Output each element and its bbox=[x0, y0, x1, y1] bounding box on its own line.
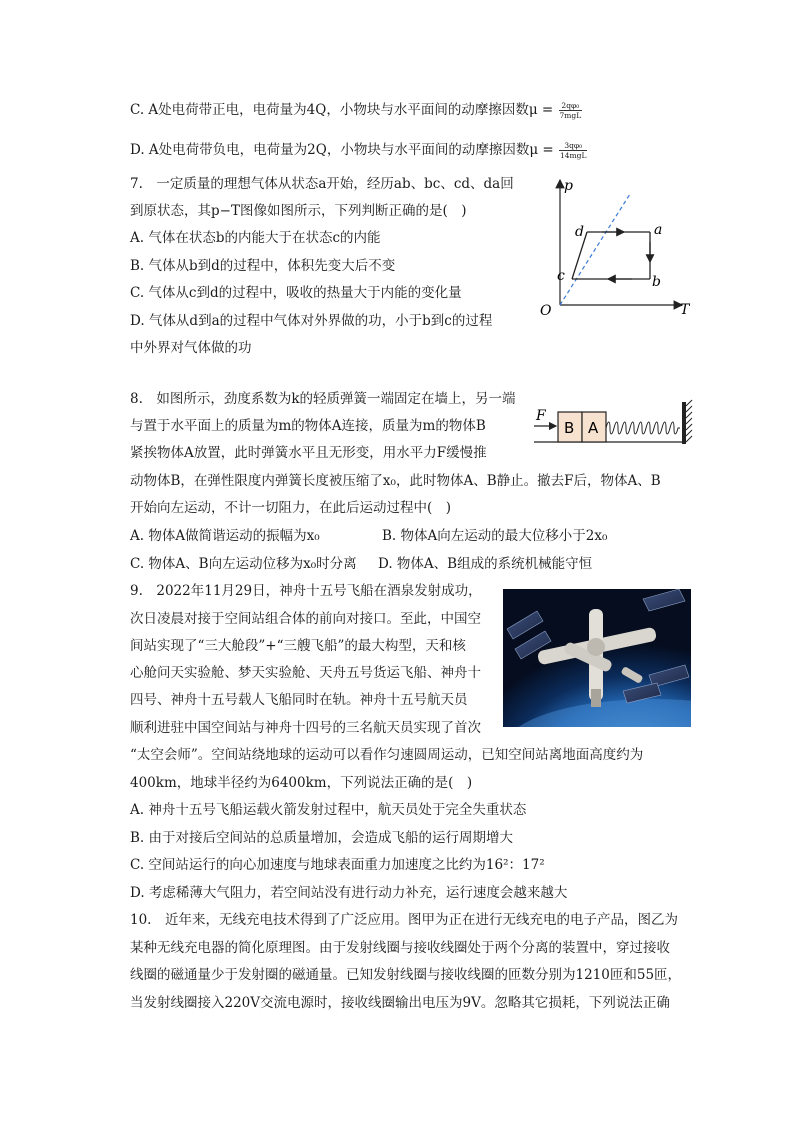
q6-option-c bbox=[130, 100, 582, 120]
q8-option-b: B. 物体A向左运动的最大位移小于2x₀ bbox=[382, 528, 608, 544]
q9-stem-line-2: 次日凌晨对接于空间站组合体的前向对接口。至此，中国空 bbox=[130, 611, 481, 627]
q9-option-c: C. 空间站运行的向心加速度与地球表面重力加速度之比约为16²：17² bbox=[130, 857, 545, 873]
q8-spring-diagram bbox=[532, 398, 696, 448]
fraction-denominator: 14mgL bbox=[560, 151, 587, 160]
q8-stem-line-4: 动物体B，在弹性限度内弹簧长度被压缩了x₀，此时物体A、B静止。撤去F后，物体A、B bbox=[130, 473, 661, 489]
q8-option-c: C. 物体A、B向左运动位移为x₀时分离 bbox=[130, 556, 357, 572]
q6-option-c-text: C. A处电荷带正电，电荷量为4Q，小物块与水平面间的动摩擦因数μ = bbox=[130, 102, 554, 118]
q9-option-a: A. 神舟十五号飞船运载火箭发射过程中，航天员处于完全失重状态 bbox=[130, 802, 527, 818]
q9-option-b: B. 由于对接后空间站的总质量增加，会造成飞船的运行周期增大 bbox=[130, 830, 514, 846]
point-label-c: c bbox=[557, 268, 565, 284]
force-label: F bbox=[536, 408, 546, 424]
q10-stem-line-2: 某种无线充电器的简化原理图。由于发射线圈与接收线圈处于两个分离的装置中，穿过接收 bbox=[130, 940, 670, 956]
point-label-a: a bbox=[654, 222, 663, 238]
q7-stem-line-2: 到原状态，其p−T图像如图所示，下列判断正确的是( ) bbox=[130, 203, 467, 219]
q7-stem-line-1: 7. 一定质量的理想气体从状态a开始，经历ab、bc、cd、da回 bbox=[130, 176, 514, 192]
wall bbox=[682, 402, 686, 444]
isochore-dashed-line bbox=[560, 194, 630, 305]
space-station-image bbox=[503, 589, 691, 727]
fraction-numerator: 3qφ₀ bbox=[559, 141, 587, 151]
q9-stem-line-4: 心舱问天实验舱、梦天实验舱、天舟五号货运飞船、神舟十 bbox=[130, 665, 481, 681]
q10-stem-line-1: 10. 近年来，无线充电技术得到了广泛应用。图甲为正在进行无线充电的电子产品，图乙为 bbox=[130, 912, 678, 928]
q6-option-d-text: D. A处电荷带负电，电荷量为2Q，小物块与水平面间的动摩擦因数μ = bbox=[130, 142, 554, 158]
q6-option-d-fraction bbox=[559, 141, 587, 160]
q9-stem-line-6: 顺利进驻中国空间站与神舟十四号的三名航天员实现了首次 bbox=[130, 720, 481, 736]
wall-hatching bbox=[686, 400, 692, 442]
q9-option-d: D. 考虑稀薄大气阻力，若空间站没有进行动力补充，运行速度会越来越大 bbox=[130, 885, 568, 901]
q9-stem-line-5: 四号、神舟十五号载人飞船同时在轨。神舟十五号航天员 bbox=[130, 692, 468, 708]
fraction-denominator: 7mgL bbox=[559, 111, 582, 120]
q10-stem-line-3: 线圈的磁通量少于发射圈的磁通量。已知发射线圈与接收线圈的匝数分别为1210匝和55匝， bbox=[130, 967, 682, 983]
q7-option-c: C. 气体从c到d的过程中，吸收的热量大于内能的变化量 bbox=[130, 285, 462, 301]
q8-stem-line-2: 与置于水平面上的质量为m的物体A连接，质量为m的物体B bbox=[130, 418, 486, 434]
q6-option-c-fraction bbox=[559, 101, 583, 120]
q7-option-b: B. 气体从b到d的过程中，体积先变大后不变 bbox=[130, 258, 396, 274]
origin-label: O bbox=[540, 303, 552, 319]
point-label-d: d bbox=[575, 224, 584, 240]
q9-stem-line-7: “太空会师”。空间站绕地球的运动可以看作匀速圆周运动，已知空间站离地面高度约为 bbox=[130, 747, 644, 763]
q9-stem-line-3: 间站实现了“三大舱段”+“三艘飞船”的最大构型，天和核 bbox=[130, 638, 466, 654]
q8-option-d: D. 物体A、B组成的系统机械能守恒 bbox=[378, 556, 593, 572]
q9-stem-line-8: 400km，地球半径约为6400km，下列说法正确的是( ) bbox=[130, 775, 473, 791]
q7-option-d-line-2: 中外界对气体做的功 bbox=[130, 340, 252, 356]
q8-stem-line-3: 紧挨物体A放置，此时弹簧水平且无形变，用水平力F缓慢推 bbox=[130, 445, 487, 461]
q6-option-d bbox=[130, 140, 587, 160]
q7-option-d-line-1: D. 气体从d到a的过程中气体对外界做的功，小于b到c的过程 bbox=[130, 313, 493, 329]
q7-option-a: A. 气体在状态b的内能大于在状态c的内能 bbox=[130, 230, 381, 246]
q7-pt-diagram bbox=[532, 172, 702, 322]
q9-stem-line-1: 9. 2022年11月29日，神舟十五号飞船在酒泉发射成功， bbox=[130, 583, 482, 599]
q8-option-a: A. 物体A做简谐运动的振幅为x₀ bbox=[130, 528, 320, 544]
spring bbox=[606, 422, 680, 434]
axis-label-t: T bbox=[680, 302, 690, 318]
block-b-label: B bbox=[564, 419, 575, 437]
fraction-numerator: 2qφ₀ bbox=[559, 101, 583, 111]
q8-stem-line-5: 开始向左运动，不计一切阻力，在此后运动过程中( ) bbox=[130, 500, 452, 516]
q10-stem-line-4: 当发射线圈接入220V交流电源时，接收线圈输出电压为9V。忽略其它损耗，下列说法正确 bbox=[130, 995, 670, 1011]
axis-label-p: p bbox=[564, 178, 573, 194]
block-a-label: A bbox=[588, 419, 599, 437]
q8-stem-line-1: 8. 如图所示，劲度系数为k的轻质弹簧一端固定在墙上，另一端 bbox=[130, 391, 516, 407]
point-label-b: b bbox=[652, 274, 661, 290]
